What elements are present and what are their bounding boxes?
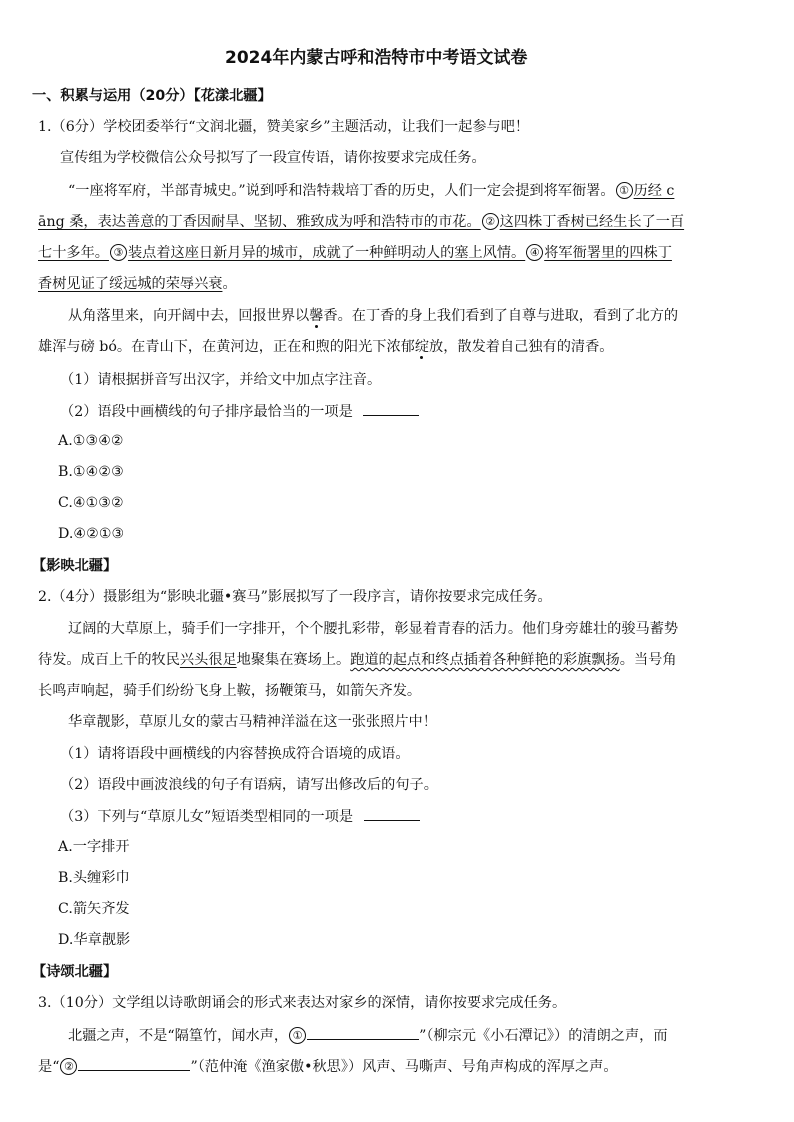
sentence-number: ③: [110, 244, 127, 261]
section-heading: 一、积累与运用（20分）【花漾北疆】: [32, 88, 272, 104]
passage-4: 华章靓影，草原儿女的蒙古马精神洋溢在这一张张照片中！: [68, 714, 437, 730]
dotted-character: 绽: [414, 339, 430, 355]
question-3-stem: 3.（10分）文学组以诗歌朗诵会的形式来表达对家乡的深情，请你按要求完成任务。: [38, 995, 567, 1011]
passage-2-line-1: [68, 306, 678, 326]
dotted-character: 馨: [309, 308, 324, 324]
passage-text: “一座将军府，半部青城史。”说到呼和浩特栽培丁香的历史，人们一定会提到将军衙署。: [68, 183, 615, 199]
page-title: 2024年内蒙古呼和浩特市中考语文试卷: [225, 48, 528, 68]
answer-blank[interactable]: [78, 1056, 190, 1071]
sentence-number: ④: [526, 244, 543, 261]
subsection-heading: 【影映北疆】: [32, 558, 118, 574]
passage-3-line-1: 辽阔的大草原上，骑手们一字排开，个个腰扎彩带，彰显着青春的活力。他们身旁雄壮的骏马蓄势: [68, 621, 679, 637]
wavy-underlined-sentence: 跑道的起点和终点插着各种鲜艳的彩旗飘扬: [350, 652, 620, 668]
sub-question-text: （3）下列与“草原儿女”短语类型相同的一项是: [60, 809, 354, 825]
underlined-sentence: 将军衙署里的四株丁: [544, 245, 672, 261]
answer-blank[interactable]: [363, 401, 419, 416]
passage-1-line-1: [68, 181, 674, 201]
passage-text: 。当号角: [619, 652, 677, 668]
underlined-sentence: 这四株丁香树已经生长了一百: [499, 214, 685, 230]
question-2-sub-2: （2）语段中画波浪线的句子有语病，请写出修改后的句子。: [60, 777, 438, 793]
passage-1-line-3: [38, 243, 672, 263]
question-1-stem: 1.（6分）学校团委举行“文润北疆，赞美家乡”主题活动，让我们一起参与吧！: [38, 119, 530, 135]
question-1-sub-1: （1）请根据拼音写出汉字，并给文中加点字注音。: [60, 372, 382, 388]
underlined-sentence: 七十多年。: [38, 245, 109, 261]
answer-blank[interactable]: [364, 806, 420, 821]
passage-text: ”（柳宗元《小石潭记》）的清朗之声，而: [419, 1028, 668, 1044]
q1-option-d[interactable]: D.④②①③: [58, 526, 125, 542]
subsection-heading: 【诗颂北疆】: [32, 964, 118, 980]
question-3-line-1: [68, 1025, 668, 1046]
q1-option-c[interactable]: C.④①③②: [58, 495, 124, 511]
underlined-phrase: 兴头很足: [179, 652, 237, 668]
q2-option-a[interactable]: A.一字排开: [58, 839, 130, 855]
q2-option-b[interactable]: B.头缠彩巾: [58, 870, 130, 886]
question-2-stem: 2.（4分）摄影组为“影映北疆•赛马”影展拟写了一段序言，请你按要求完成任务。: [38, 589, 552, 605]
passage-text: 待发。成百上千的牧民: [38, 652, 180, 668]
underlined-sentence: 历经 c: [633, 183, 675, 199]
question-1-intro: 宣传组为学校微信公众号拟写了一段宣传语，请你按要求完成任务。: [60, 150, 486, 166]
q2-option-d[interactable]: D.华章靓影: [58, 932, 131, 948]
blank-number: ②: [60, 1058, 77, 1075]
underlined-sentence: 香树见证了绥远城的荣辱兴衰: [38, 276, 223, 292]
passage-3-line-3: 长鸣声响起，骑手们纷纷飞身上鞍，扬鞭策马，如箭矢齐发。: [38, 683, 422, 699]
passage-2-line-2: [38, 337, 613, 357]
sentence-number: ②: [482, 213, 499, 230]
question-3-line-2: [38, 1056, 618, 1077]
q2-option-c[interactable]: C.箭矢齐发: [58, 901, 130, 917]
passage-text: 雄浑与磅 bó。在青山下，在黄河边，正在和煦的阳光下浓郁: [38, 339, 415, 355]
passage-text: ”（范仲淹《渔家傲•秋思》）风声、马嘶声、号角声构成的浑厚之声。: [190, 1059, 618, 1075]
underlined-sentence: 装点着这座日新月异的城市，成就了一种鲜明动人的塞上风情。: [127, 245, 526, 261]
blank-number: ①: [289, 1027, 306, 1044]
passage-text: 。: [222, 276, 237, 292]
underlined-sentence: āng 桑，表达善意的丁香因耐旱、坚韧、雅致成为呼和浩特市的市花。: [38, 214, 481, 230]
passage-text: 地聚集在赛场上。: [236, 652, 351, 668]
passage-3-line-2: [38, 650, 677, 670]
passage-text: 是“: [38, 1059, 60, 1075]
sub-question-text: （2）语段中画横线的句子排序最恰当的一项是: [60, 404, 353, 420]
question-1-sub-2: [60, 401, 419, 422]
q1-option-a[interactable]: A.①③④②: [58, 433, 124, 449]
passage-1-line-2: [38, 212, 684, 232]
passage-1-line-4: [38, 274, 237, 294]
passage-text: 从角落里来，向开阔中去，回报世界以: [68, 308, 310, 324]
answer-blank[interactable]: [307, 1025, 419, 1040]
passage-text: 放，散发着自己独有的清香。: [429, 339, 614, 355]
question-2-sub-3: [60, 806, 420, 827]
sentence-number: ①: [616, 182, 633, 199]
passage-text: 北疆之声，不是“隔篁竹，闻水声，: [68, 1028, 289, 1044]
question-2-sub-1: （1）请将语段中画横线的内容替换成符合语境的成语。: [60, 746, 410, 762]
passage-text: 香。在丁香的身上我们看到了自尊与进取，看到了北方的: [323, 308, 679, 324]
q1-option-b[interactable]: B.①④②③: [58, 464, 124, 480]
